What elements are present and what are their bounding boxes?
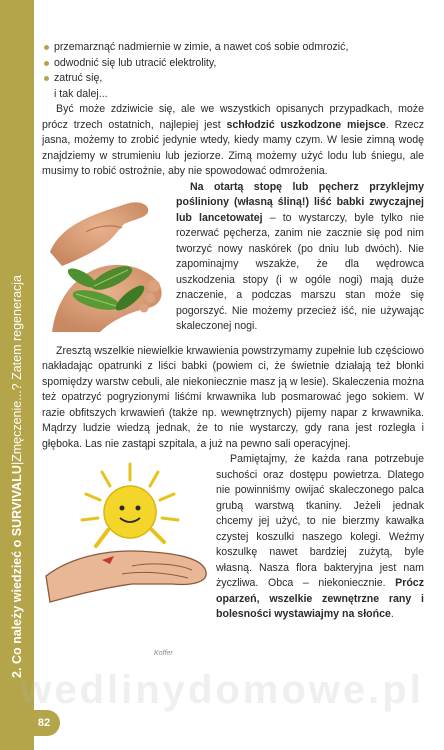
hand-with-sun-illustration-icon — [42, 456, 210, 606]
bullet-tail: i tak dalej... — [54, 87, 108, 100]
bullet-list — [42, 40, 424, 87]
illustration-signature: Koffer — [154, 650, 173, 657]
page-number: 82 — [28, 710, 60, 736]
bullet-dot-icon — [44, 61, 49, 66]
foot-with-leaves-illustration-icon — [42, 182, 168, 342]
bullet-dot-icon — [44, 45, 49, 50]
paragraph-cooling: Być może zdziwicie się, ale we wszystkich opisanych przypadkach, może prócz trzech ostatnich, najlepiej jest schłodzić uszkodzone miejsce. Rzecz jasna, możemy to zrobić jedynie wtedy, kiedy mamy czym. W lesie zimną wodę znajdziemy w strumieniu lub jeziorze. Zimą możemy użyć lodu lub śniegu, ale musimy to robić ostrożnie, aby nie spowodować odmrożenia. — [42, 103, 425, 177]
chapter-side-label — [5, 38, 29, 678]
chapter-subtitle: Zmęczenie...? Zatem regeneracja — [10, 275, 24, 462]
bullet-dot-icon — [44, 76, 49, 81]
watermark: wedlinydomowe.pl — [20, 668, 424, 712]
chapter-separator: | — [10, 461, 24, 466]
list-item: zatruć się, — [42, 71, 424, 87]
list-item: odwodnić się lub utracić elektrolity, — [42, 56, 424, 72]
paragraph-bleeding: Zresztą wszelkie niewielkie krwawienia powstrzymamy zupełnie lub częściowo nakładając opatrunki z liści babki (powiem ci, że świetnie działają też błonki spomiędzy warstw cebuli, ale niekoniecznie masz ją w lesie). Skaleczenia można też opatrzyć pogryzionymi liśćmi krwawnika lub posmarować jego sokiem. W razie obfitszych krwawień (także np. wewnętrznych) pijemy napar z krwawnika. Mądrzy ludzie wiedzą jednak, że to nie wystarczy, gdy rana jest rozległa i głęboka. Las nie zastąpi szpitala, a już na pewno sali operacyjnej. — [42, 344, 424, 450]
page-body — [42, 40, 425, 657]
chapter-title: 2. Co należy wiedzieć o SURVIVALU — [10, 465, 24, 678]
list-item: przemarznąć nadmiernie w zimie, a nawet coś sobie odmrozić, — [42, 40, 424, 56]
paragraph-blister: Na otartą stopę lub pęcherz przyklejmy pośliniony (własną śliną!) liść babki zwyczajnej lub lancetowatej – to wystarczy, byle tylko nie rozerwać pęcherza, zanim nie zacznie się pod nim tworzyć nowy naskórek (po dniu lub dwóch). Nie zapominajmy wszakże, że dla wędrowca uszkodzenia stopy (i w ogóle nogi) mają duże znaczenie, a podczas marszu stan może się pogorszyć. Nie możemy przecież iść, nie używając skaleczonej nogi. — [176, 180, 424, 332]
paragraph-dressing: Pamiętajmy, że każda rana potrzebuje suchości oraz dostępu powietrza. Dlatego nie powinniśmy owijać skaleczonego palca grubą warstwą tkaniny. Jeżeli jednak chcemy jej użyć, to nie bierzmy kawałka czystej koszulki naszego kolegi. Weźmy koszulkę nawet bardziej zużytą, byle własną. Nasza flora bakteryjna jest nam życzliwa. Obca – niekoniecznie. Prócz oparzeń, wszelkie zewnętrzne rany i bolesności wystawiajmy na słońce. — [216, 453, 424, 620]
